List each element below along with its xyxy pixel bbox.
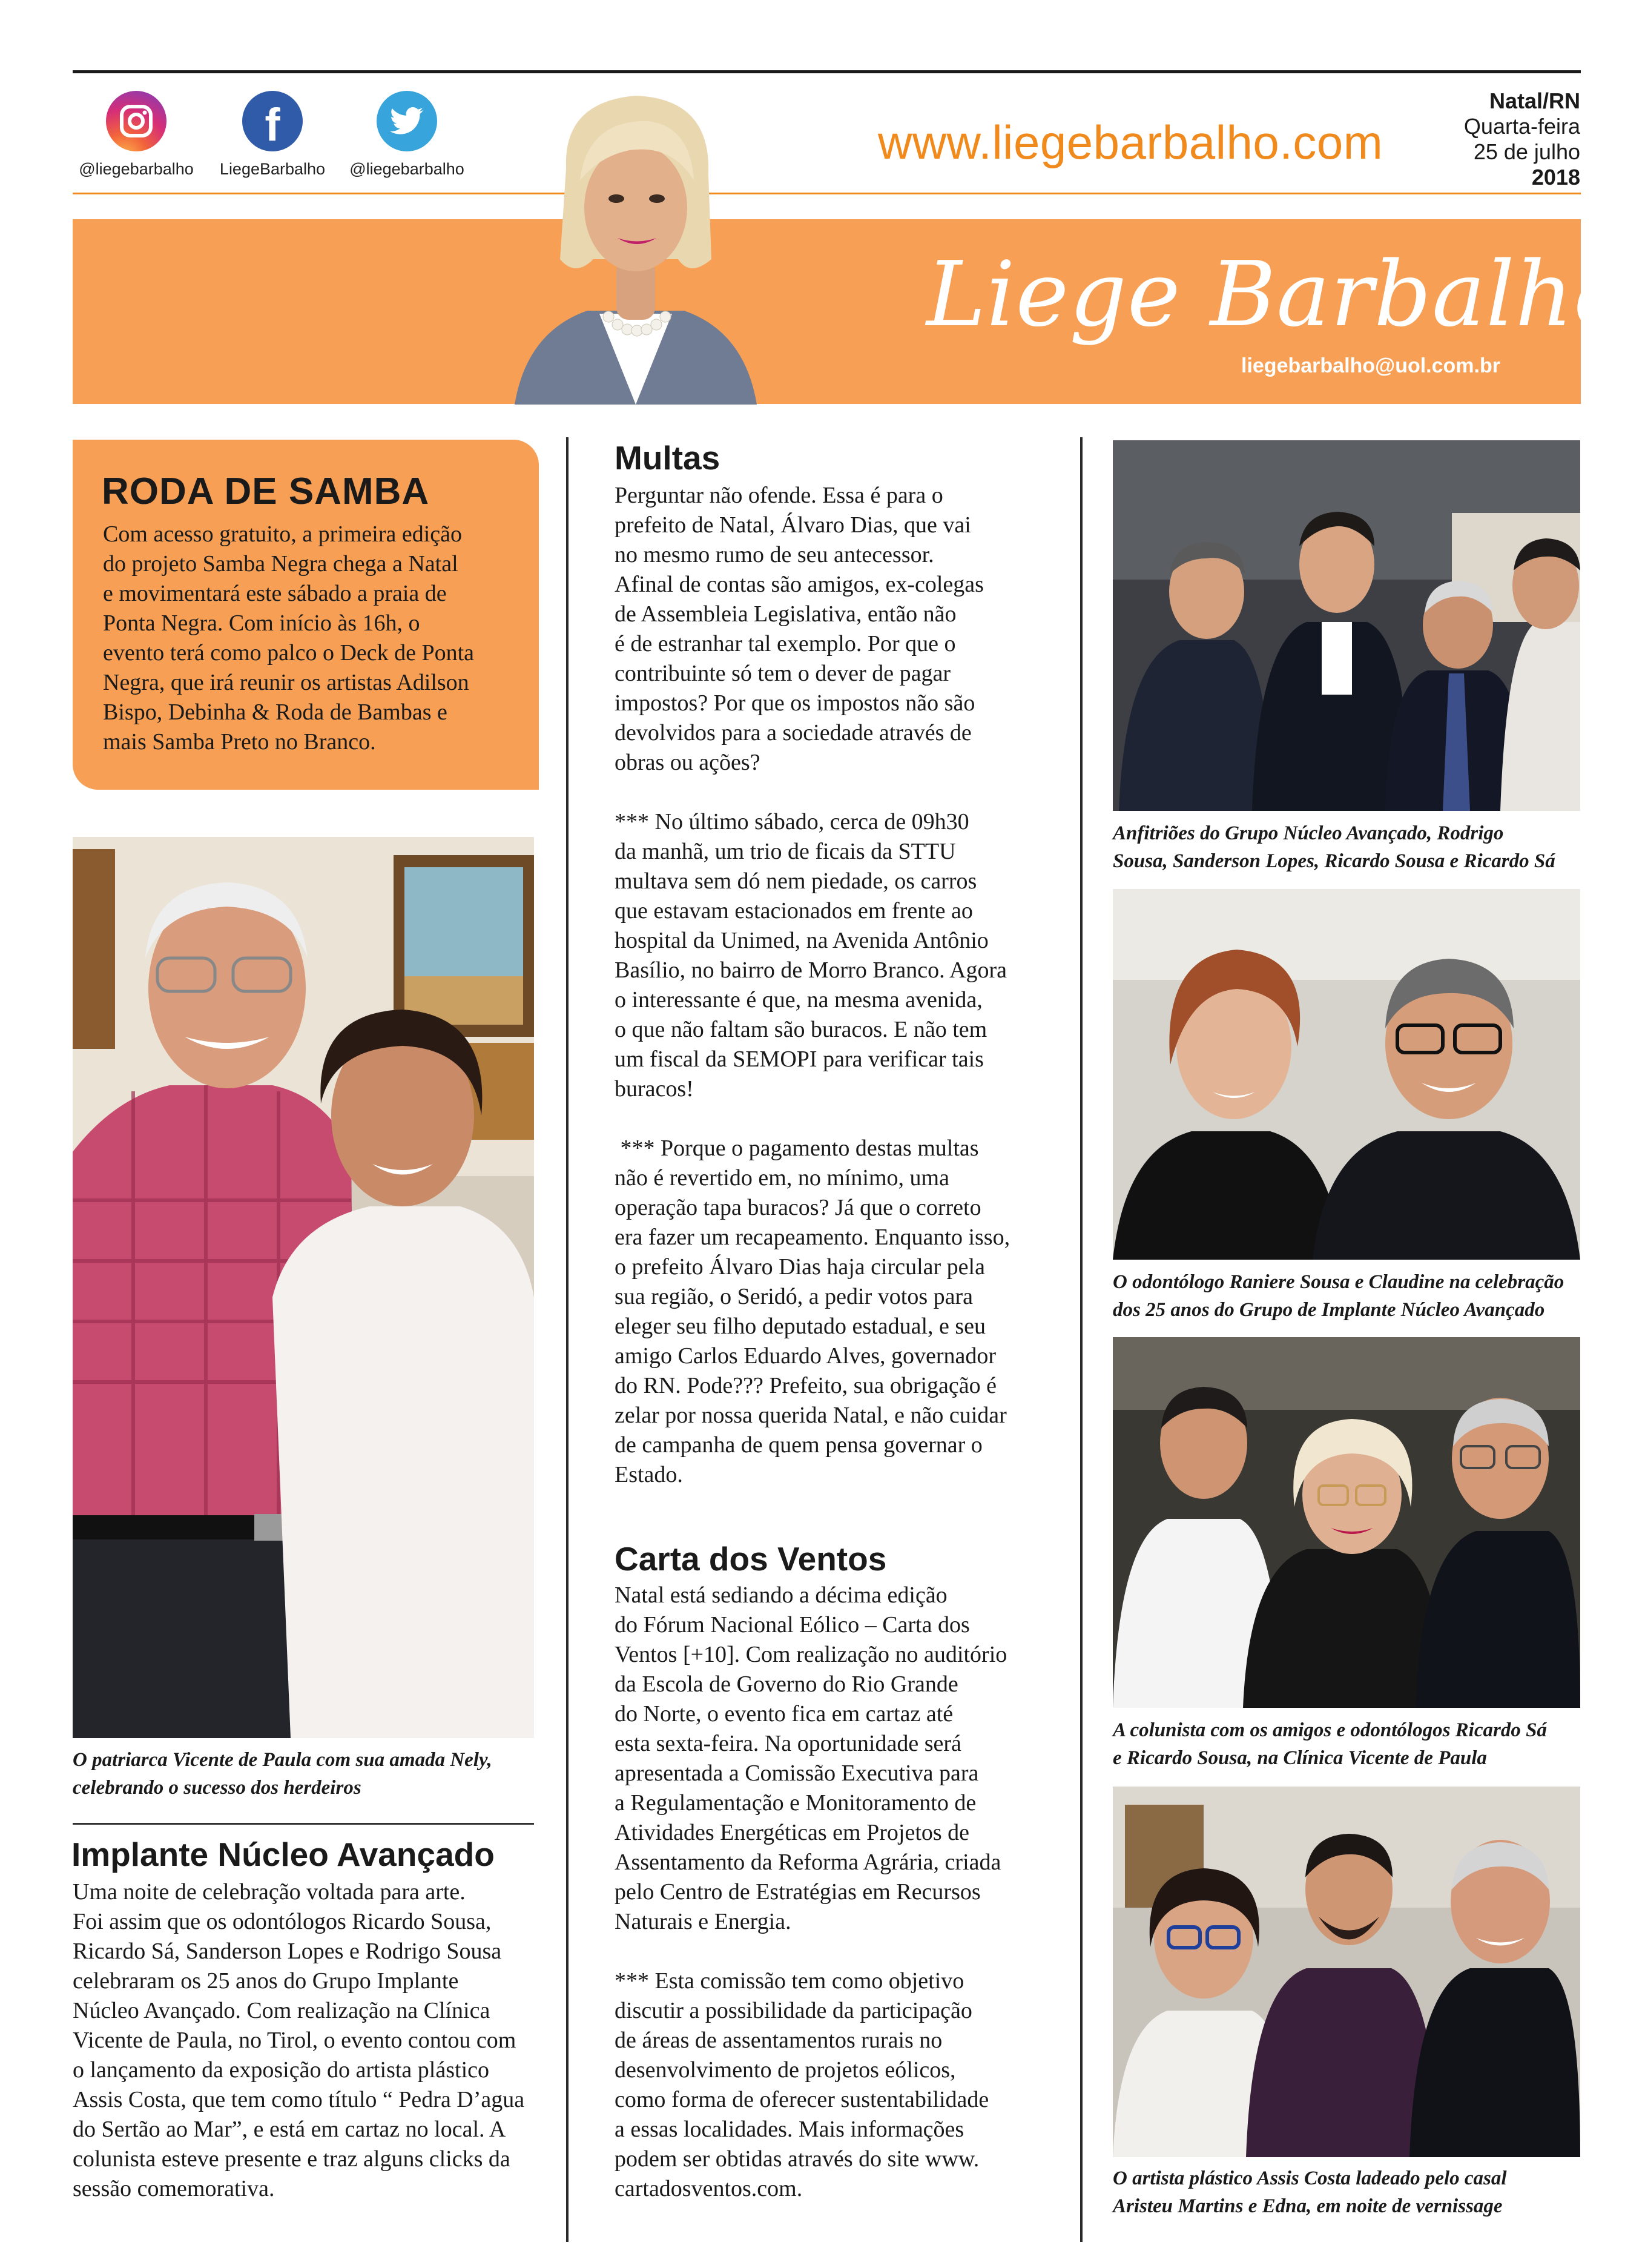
implante-title: Implante Núcleo Avançado xyxy=(71,1836,495,1873)
multas-text: Perguntar não ofende. Essa é para o prefeito de Natal, Álvaro Dias, que vai no mesmo rumo de seu antecessor. Afinal de contas são amigos, ex-colegas de Assembleia Legislativa, então não é de estranhar tal exemplo. Por que o contribuinte só tem o dever de pagar impostos? Por que os impostos não são devolvidos para a sociedade através de obras ou ações? *** No último sábado, cerca de 09h30 da manhã, um trio de ficais da STTU multava sem dó nem piedade, os carros que estavam estacionados em frente ao hospital da Unimed, na Avenida Antônio Basílio, no bairro de Morro Branco. Agora o interessante é que, na mesma avenida, o que não faltam são buracos. E não tem um fiscal da SEMOPI para verificar tais buracos! *** Porque o pagamento destas multas não é revertido em, no mínimo, uma operação tapa buracos? Já que o correto era fazer um recapeamento. Enquanto isso, o prefeito Álvaro Dias haja circular pela sua região, o Seridó, a pedir votos para eleger seu filho deputado estadual, e seu amigo Carlos Eduardo Alves, governador do RN. Pode??? Prefeito, sua obrigação é zelar por nossa querida Natal, e não cuidar de campanha de quem pensa governar o Estado. xyxy=(615,483,1010,1487)
photo-colunista-amigos xyxy=(1113,1337,1580,1708)
edition-year: 2018 xyxy=(1531,165,1580,190)
facebook-handle: LiegeBarbalho xyxy=(219,160,326,178)
header-rule xyxy=(73,193,1581,194)
photo-vicente-nely-caption: O patriarca Vicente de Paula com sua amada Nely, celebrando o sucesso dos herdeiros xyxy=(73,1749,492,1799)
columnist-portrait xyxy=(509,78,763,405)
instagram-icon xyxy=(106,91,166,151)
carta-dos-ventos-text: Natal está sediando a décima edição do Fórum Nacional Eólico – Carta dos Ventos [+10]. Com realização no auditório da Escola de Governo do Rio Grande do Norte, o evento fica em cartaz até esta sexta-feira. Na oportunidade será apresentada a Comissão Executiva para a Regulamentação e Monitoramento de Atividades Energéticas em Projetos de Assentamento da Reforma Agrária, criada pelo Centro de Estratégias em Recursos Naturais e Energia. *** Esta comissão tem como objetivo discutir a possibilidade da participação de áreas de assentamentos rurais no desenvolvimento de projetos eólicos, como forma de oferecer sustentabilidade a essas localidades. Mais informações podem ser obtidas através do site www. cartadosventos.com. xyxy=(615,1582,1007,2201)
facebook-icon: f xyxy=(242,91,303,151)
photo-raniere-claudine-caption: O odontólogo Raniere Sousa e Claudine na celebração dos 25 anos do Grupo de Implante Núcleo Avançado xyxy=(1113,1271,1564,1321)
photo-colunista-amigos-caption: A colunista com os amigos e odontólogos Ricardo Sá e Ricardo Sousa, na Clínica Vicente de Paula xyxy=(1113,1719,1547,1769)
edition-date xyxy=(1464,88,1580,190)
columnist-email[interactable]: liegebarbalho@uol.com.br xyxy=(1241,354,1500,377)
twitter-icon xyxy=(377,91,437,151)
photo-vicente-nely xyxy=(73,837,534,1738)
column-rule-1 xyxy=(566,437,569,2242)
top-rule xyxy=(73,70,1581,73)
facebook-link[interactable] xyxy=(203,91,342,179)
photo-anfitrioes-caption: Anfitriões do Grupo Núcleo Avançado, Rodrigo Sousa, Sanderson Lopes, Ricardo Sousa e Ricardo Sá xyxy=(1113,822,1555,872)
photo-raniere-claudine xyxy=(1113,889,1580,1260)
instagram-handle: @liegebarbalho xyxy=(79,160,194,178)
instagram-link[interactable] xyxy=(67,91,206,179)
columnist-name: Liege Barbalho xyxy=(926,242,1629,346)
column-rule-2 xyxy=(1080,437,1083,2242)
photo-anfitrioes xyxy=(1113,440,1580,811)
multas-title: Multas xyxy=(615,439,720,477)
edition-city: Natal/RN xyxy=(1489,88,1580,113)
section-divider xyxy=(73,1823,534,1825)
roda-de-samba-text: Com acesso gratuito, a primeira edição do projeto Samba Negra chega a Natal e movimentará este sábado a praia de Ponta Negra. Com início às 16h, o evento terá como palco o Deck de Ponta Negra, que irá reunir os artistas Adilson Bispo, Debinha & Roda de Bambas e mais Samba Preto no Branco. xyxy=(103,521,475,755)
photo-assis-costa-caption: O artista plástico Assis Costa ladeado pelo casal Aristeu Martins e Edna, em noite de vernissage xyxy=(1113,2167,1507,2217)
implante-text: Uma noite de celebração voltada para arte. Foi assim que os odontólogos Ricardo Sousa, Ricardo Sá, Sanderson Lopes e Rodrigo Sousa celebraram os 25 anos do Grupo Implante Núcleo Avançado. Com realização na Clínica Vicente de Paula, no Tirol, o evento contou com o lançamento da exposição do artista plástico Assis Costa, que tem como título “ Pedra D’agua do Sertão ao Mar”, e está em cartaz no local. A colunista esteve presente e traz alguns clicks da sessão comemorativa. xyxy=(73,1879,525,2201)
edition-weekday: Quarta-feira xyxy=(1463,114,1580,139)
edition-day: 25 de julho xyxy=(1473,139,1580,164)
website-link[interactable]: www.liegebarbalho.com xyxy=(878,116,1383,169)
roda-de-samba-title: RODA DE SAMBA xyxy=(102,471,430,512)
carta-dos-ventos-title: Carta dos Ventos xyxy=(615,1540,887,1578)
photo-assis-costa xyxy=(1113,1787,1580,2157)
twitter-link[interactable] xyxy=(337,91,476,179)
twitter-handle: @liegebarbalho xyxy=(349,160,464,178)
